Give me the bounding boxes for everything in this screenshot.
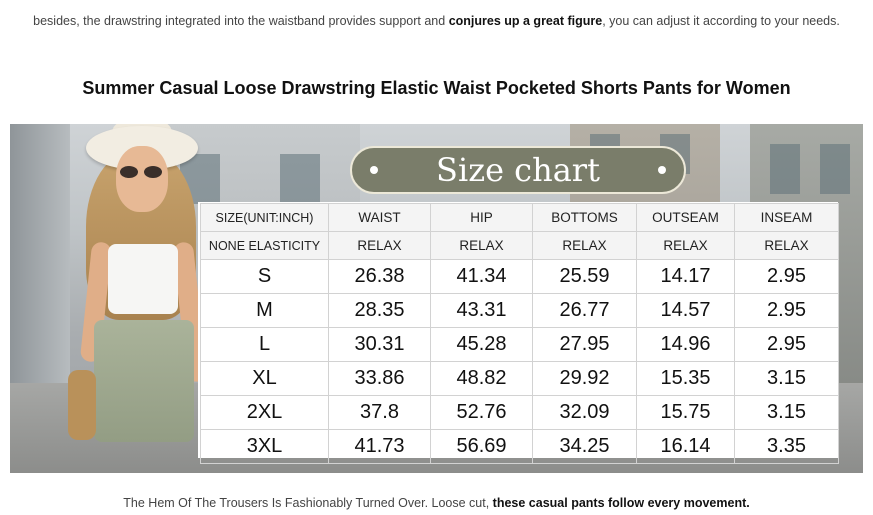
- table-cell: 3.35: [735, 430, 839, 464]
- size-label: S: [201, 260, 329, 294]
- table-cell: 41.34: [431, 260, 533, 294]
- banner-dot-right: [658, 166, 666, 174]
- table-row: [201, 362, 839, 396]
- table-cell: 34.25: [533, 430, 637, 464]
- table-row: [201, 328, 839, 362]
- table-cell: 14.57: [637, 294, 735, 328]
- table-cell: 15.35: [637, 362, 735, 396]
- table-cell: 26.38: [329, 260, 431, 294]
- table-cell: 15.75: [637, 396, 735, 430]
- sunglasses-icon: [120, 166, 164, 178]
- footer-text: [0, 496, 873, 510]
- table-cell: 56.69: [431, 430, 533, 464]
- table-cell: 52.76: [431, 396, 533, 430]
- header-size-unit: SIZE(UNIT:INCH): [201, 204, 329, 232]
- table-cell: 45.28: [431, 328, 533, 362]
- table-cell: 33.86: [329, 362, 431, 396]
- table-cell: 29.92: [533, 362, 637, 396]
- footer-text-normal: The Hem Of The Trousers Is Fashionably Turned Over. Loose cut,: [123, 496, 493, 510]
- header-relax: RELAX: [735, 232, 839, 260]
- header-elasticity: NONE ELASTICITY: [201, 232, 329, 260]
- intro-text-end: , you can adjust it according to your needs.: [602, 14, 840, 28]
- table-cell: 32.09: [533, 396, 637, 430]
- table-cell: 2.95: [735, 260, 839, 294]
- table-cell: 3.15: [735, 362, 839, 396]
- model-face: [116, 146, 168, 212]
- header-relax: RELAX: [431, 232, 533, 260]
- table-cell: 25.59: [533, 260, 637, 294]
- table-cell: 3.15: [735, 396, 839, 430]
- intro-text: [0, 14, 873, 28]
- header-relax: RELAX: [637, 232, 735, 260]
- table-cell: 48.82: [431, 362, 533, 396]
- table-cell: 16.14: [637, 430, 735, 464]
- size-chart-banner: [350, 146, 686, 194]
- table-cell: 2.95: [735, 294, 839, 328]
- table-row: [201, 396, 839, 430]
- size-label: 2XL: [201, 396, 329, 430]
- table-subheader-row: [201, 232, 839, 260]
- intro-text-start: besides, the drawstring integrated into the waistband provides support and: [33, 14, 449, 28]
- header-relax: RELAX: [533, 232, 637, 260]
- size-chart-banner-text: Size chart: [436, 151, 600, 189]
- table-cell: 41.73: [329, 430, 431, 464]
- size-table: [200, 203, 839, 464]
- header-outseam: OUTSEAM: [637, 204, 735, 232]
- table-cell: 27.95: [533, 328, 637, 362]
- intro-text-bold: conjures up a great figure: [448, 14, 603, 28]
- header-waist: WAIST: [329, 204, 431, 232]
- table-cell: 14.17: [637, 260, 735, 294]
- table-header-row: [201, 204, 839, 232]
- table-row: [201, 294, 839, 328]
- table-cell: 43.31: [431, 294, 533, 328]
- footer-text-bold: these casual pants follow every movement.: [492, 496, 750, 510]
- table-row: [201, 430, 839, 464]
- table-cell: 2.95: [735, 328, 839, 362]
- size-label: M: [201, 294, 329, 328]
- straw-bag: [68, 370, 96, 440]
- size-label: L: [201, 328, 329, 362]
- product-title: Summer Casual Loose Drawstring Elastic Waist Pocketed Shorts Pants for Women: [82, 78, 791, 98]
- size-label: XL: [201, 362, 329, 396]
- header-inseam: INSEAM: [735, 204, 839, 232]
- table-cell: 14.96: [637, 328, 735, 362]
- size-label: 3XL: [201, 430, 329, 464]
- table-row: [201, 260, 839, 294]
- table-cell: 26.77: [533, 294, 637, 328]
- header-bottoms: BOTTOMS: [533, 204, 637, 232]
- table-cell: 30.31: [329, 328, 431, 362]
- header-relax: RELAX: [329, 232, 431, 260]
- table-cell: 28.35: [329, 294, 431, 328]
- header-hip: HIP: [431, 204, 533, 232]
- green-shorts: [94, 320, 194, 442]
- white-tank-top: [108, 244, 178, 314]
- table-cell: 37.8: [329, 396, 431, 430]
- model-figure: [38, 124, 208, 473]
